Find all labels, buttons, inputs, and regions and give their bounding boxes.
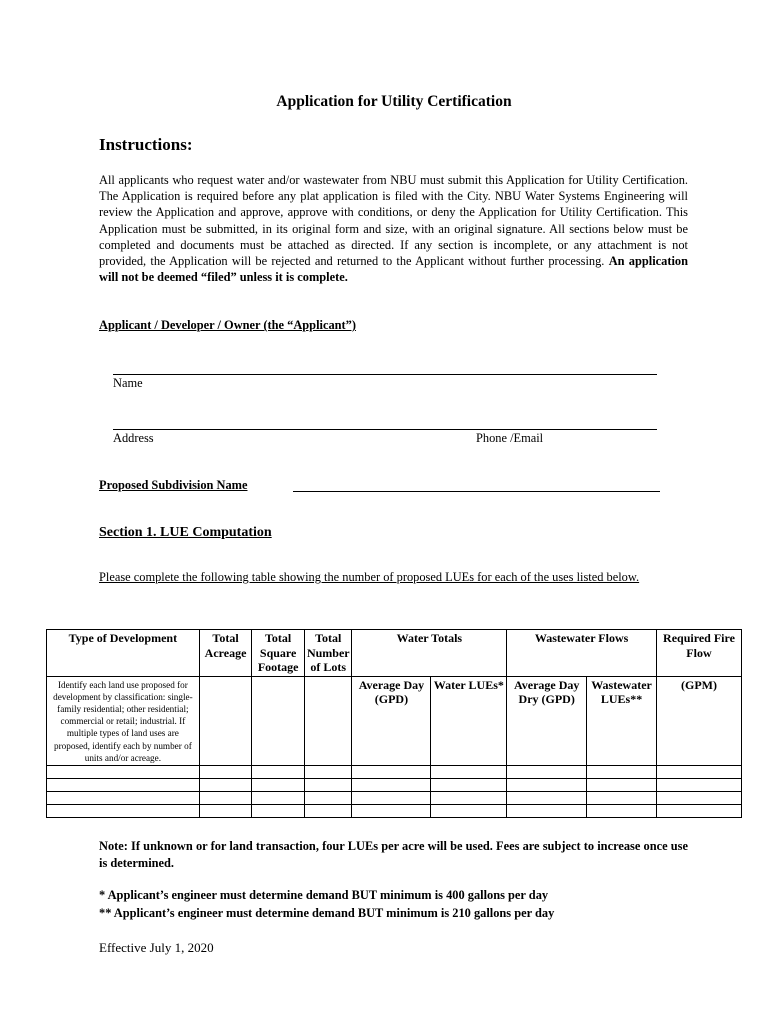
effective-date: Effective July 1, 2020 (99, 940, 214, 955)
type-of-development-header: Type of Development (47, 630, 200, 677)
subdivision-name-line[interactable] (293, 491, 660, 492)
note-text: Note: If unknown or for land transaction, four LUEs per acre will be used. Fees are subject to increase once use is determined. (99, 839, 688, 870)
instructions-heading: Instructions: (99, 135, 193, 154)
water-totals-header: Water Totals (352, 630, 507, 677)
total-number-of-lots-header: Total Number of Lots (304, 630, 352, 677)
avg-day-dry-header: Average Day Dry (GPD) (507, 676, 587, 765)
address-line[interactable] (113, 429, 657, 430)
section1-intro: Please complete the following table showing the number of proposed LUEs for each of the uses listed below. (99, 570, 640, 584)
gpm-header: (GPM) (656, 676, 741, 765)
wastewater-lues-header: Wastewater LUEs** (587, 676, 657, 765)
instructions-paragraph (99, 172, 688, 285)
lots-input-cell[interactable] (304, 676, 352, 765)
phone-email-label: Phone /Email (476, 431, 544, 445)
total-acreage-header: Total Acreage (199, 630, 252, 677)
lue-table (46, 629, 742, 818)
name-label: Name (113, 376, 143, 390)
instructions-body: All applicants who request water and/or wastewater from NBU must submit this Application for Utility Certification. The Application is required before any plat application is filed with the City. NBU Water Systems Engineering will review the Application and approve, approve with conditions, or deny the Application for Utility Certification. This Application must be submitted, in its original form and size, with an original signature. All sections below must be completed and documents must be attached as directed. If any section is incomplete, or any attachment is not provided, the Application will be rejected and returned to the Applicant without further processing. (99, 173, 688, 269)
avg-day-gpd-header: Average Day (GPD) (352, 676, 431, 765)
table-row (47, 778, 742, 791)
table-row (47, 765, 742, 778)
footnote-single-asterisk: * Applicant’s engineer must determine demand BUT minimum is 400 gallons per day (99, 888, 549, 902)
footnote-double-asterisk: ** Applicant’s engineer must determine demand BUT minimum is 210 gallons per day (99, 906, 555, 920)
instructions-bold-tail: An application will not be deemed “filed” unless it is complete. (99, 254, 688, 285)
subdivision-label: Proposed Subdivision Name (99, 478, 248, 492)
table-row (47, 791, 742, 804)
section1-heading: Section 1. LUE Computation (99, 525, 272, 540)
total-square-footage-header: Total Square Footage (252, 630, 305, 677)
required-fire-flow-header: Required Fire Flow (656, 630, 741, 677)
table-row (47, 804, 742, 817)
applicant-heading: Applicant / Developer / Owner (the “Applicant”) (99, 318, 356, 332)
name-line[interactable] (113, 374, 657, 375)
address-label: Address (113, 431, 154, 445)
acreage-input-cell[interactable] (199, 676, 252, 765)
type-description: Identify each land use proposed for development by classification: single-family residential; other residential; commercial or retail; industrial. If multiple types of land uses are proposed, identify each by number of units and/or acreage. (47, 676, 200, 765)
wastewater-flows-header: Wastewater Flows (507, 630, 657, 677)
water-lues-header: Water LUEs* (431, 676, 507, 765)
sqft-input-cell[interactable] (252, 676, 305, 765)
document-title: Application for Utility Certification (276, 93, 512, 110)
